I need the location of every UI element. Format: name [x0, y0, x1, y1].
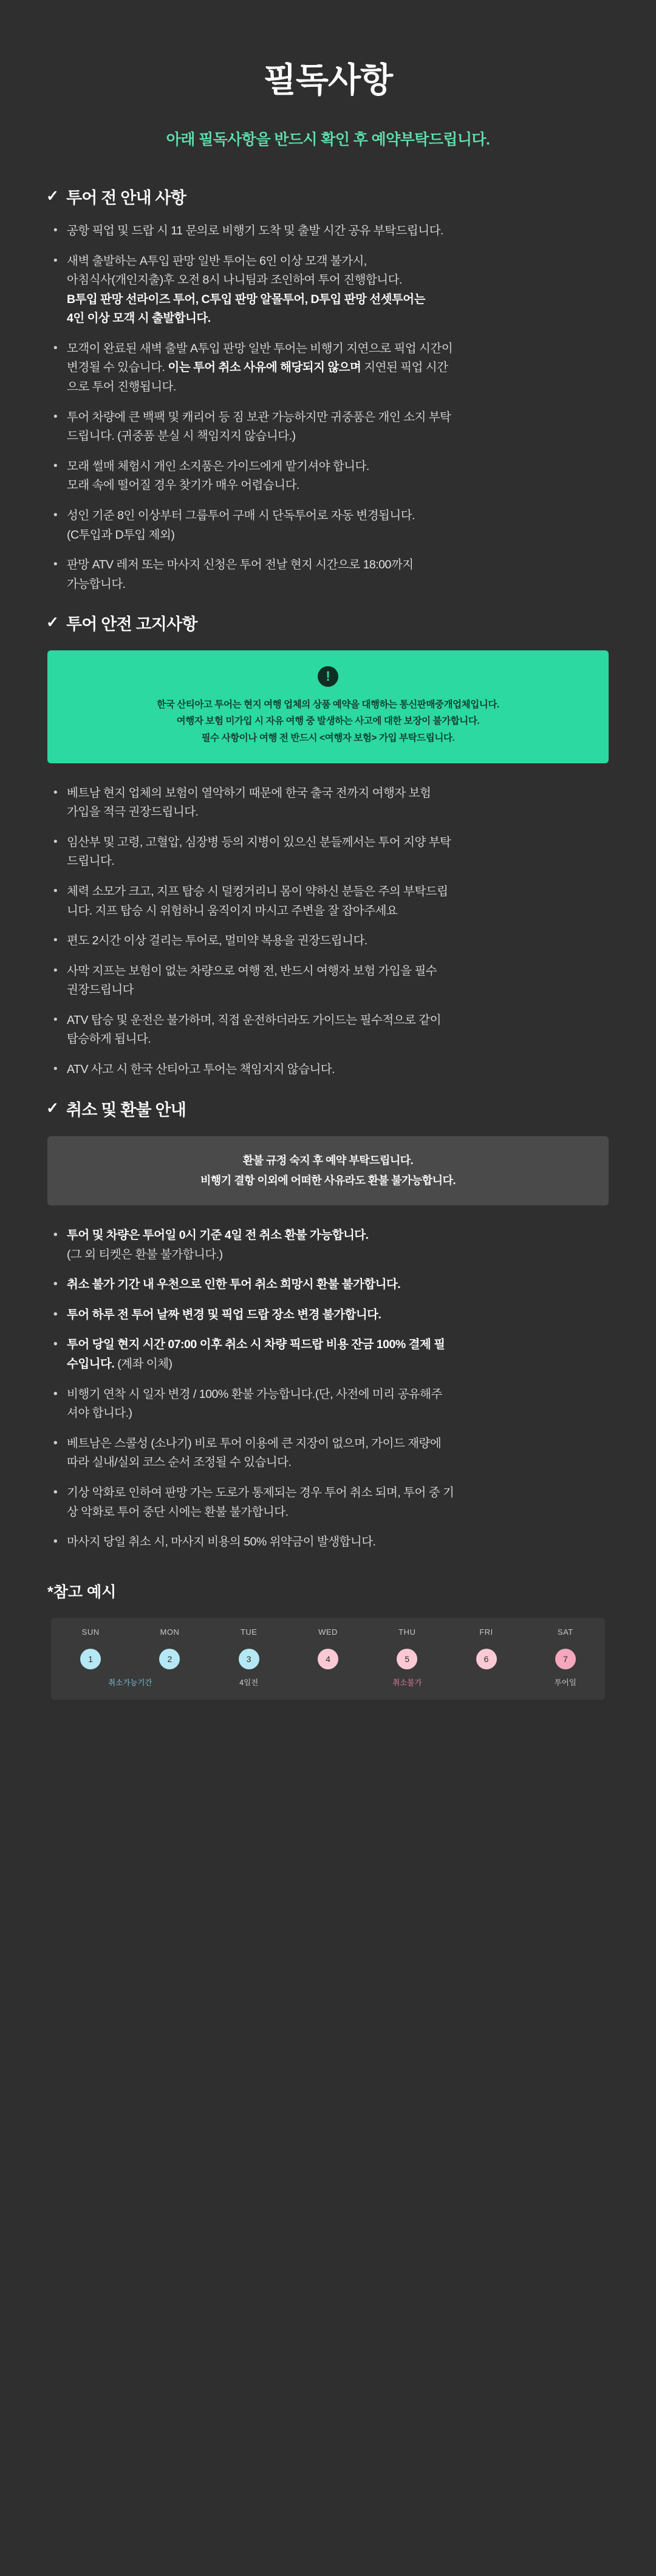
calendar-label-row [51, 1671, 605, 1689]
list-item-text: 따라 실내/실외 코스 순서 조정될 수 있습니다. [67, 1456, 292, 1470]
calendar-weekday: SUN [81, 1627, 100, 1637]
exclamation-icon: ! [318, 666, 338, 687]
list-item-text: 베트남은 스콜성 (소나기) 비로 투어 이용에 큰 지장이 없으며, 가이드 재량에 [67, 1436, 442, 1450]
list-item [51, 962, 613, 1000]
list-item-text: 사막 지프는 보험이 없는 차량으로 여행 전, 반드시 여행자 보험 가입을 필수 [67, 964, 437, 978]
list-item-text: 니다. 지프 탑승 시 위험하니 움직이지 마시고 주변을 잘 잡아주세요 [67, 904, 398, 918]
calendar-day-cell[interactable] [526, 1645, 605, 1671]
list-item [51, 1275, 613, 1295]
list-item [51, 1484, 613, 1522]
list-item-text: 탑승하게 됩니다. [67, 1032, 151, 1046]
list-item [51, 932, 613, 951]
calendar-weekday: MON [160, 1627, 180, 1637]
list-item-text: 이는 투어 취소 사유에 해당되지 않으며 [168, 361, 364, 375]
list-item [51, 408, 613, 446]
list-item [51, 339, 613, 397]
list-item-text: 새벽 출발하는 A투입 판망 일반 투어는 6인 이상 모객 불가시, [67, 254, 367, 268]
calendar-range-label [210, 1671, 289, 1689]
refund-policy-line: 환불 규정 숙지 후 예약 부탁드립니다. [242, 1154, 414, 1167]
list-item-text: 기상 악화로 인하여 판망 가는 도로가 통제되는 경우 투어 취소 되며, 투어 중 기 [67, 1485, 454, 1499]
list-item [51, 222, 613, 241]
list-item [51, 506, 613, 545]
calendar-day-cell[interactable] [130, 1645, 209, 1671]
check-icon: ✓ [46, 1099, 59, 1117]
list-item [51, 1306, 613, 1325]
calendar-day-cell[interactable] [51, 1645, 130, 1671]
list-item-text: 마사지 당일 취소 시, 마사지 비용의 50% 위약금이 발생합니다. [67, 1535, 376, 1549]
notice-text [66, 697, 590, 746]
calendar-weekday: FRI [479, 1627, 493, 1637]
list-item-text: (계좌 이체) [117, 1357, 173, 1371]
calendar-day-cell[interactable] [210, 1645, 289, 1671]
list-item-text: 가능합니다. [67, 577, 126, 591]
section-header [46, 185, 613, 208]
calendar-day-number: 2 [159, 1649, 180, 1669]
calendar-range-label [289, 1671, 526, 1689]
calendar-range-label-text: 투어일 [554, 1678, 576, 1687]
list-item-text: (C투입과 D투입 제외) [67, 528, 175, 542]
page-subtitle: 아래 필독사항을 반드시 확인 후 예약부탁드립니다. [166, 131, 490, 148]
notice-line: 한국 산티아고 투어는 현지 여행 업체의 상품 예약을 대행하는 통신판매중개업체입니다. [157, 700, 499, 710]
list-item-text: 성인 기준 8인 이상부터 그룹투어 구매 시 단독투어로 자동 변경됩니다. [67, 508, 415, 522]
refund-policy-box [47, 1136, 609, 1206]
calendar-range-label-text: 4일전 [239, 1678, 259, 1687]
list-item [51, 252, 613, 329]
example-calendar [51, 1618, 605, 1700]
calendar-table [51, 1618, 605, 1689]
list-item-text: 취소 불가 기간 내 우천으로 인한 투어 취소 희망시 환불 불가합니다. [67, 1278, 401, 1292]
list-item-text: 판망 ATV 레저 또는 마사지 신청은 투어 전날 현지 시간으로 18:00까지 [67, 558, 414, 572]
list-item-text: 모래 속에 떨어질 경우 찾기가 매우 어렵습니다. [67, 479, 299, 492]
list-item-text: 4인 이상 모객 시 출발합니다. [67, 312, 211, 325]
before-tour-list [43, 222, 613, 594]
calendar-day-number: 1 [80, 1649, 101, 1669]
list-item [51, 833, 613, 871]
list-item [51, 1533, 613, 1552]
calendar-day-number: 6 [476, 1649, 497, 1669]
calendar-day-row [51, 1645, 605, 1671]
list-item [51, 784, 613, 822]
notice-line: 여행자 보험 미가입 시 자유 여행 중 발생하는 사고에 대한 보장이 불가합니다. [176, 716, 480, 727]
list-item-text: ATV 사고 시 한국 산티아고 투어는 책임지지 않습니다. [67, 1062, 335, 1076]
calendar-day-cell[interactable] [367, 1645, 446, 1671]
list-item [51, 1434, 613, 1473]
list-item-text: 지연된 픽업 시간 [364, 361, 448, 375]
calendar-day-number: 7 [555, 1649, 576, 1669]
list-item-text: 투어 당일 현지 시간 07:00 이후 취소 시 차량 픽드랍 비용 잔금 100% 결제 필 [67, 1338, 445, 1352]
section-safety [43, 611, 613, 1079]
list-item-text: 베트남 현지 업체의 보험이 열악하기 때문에 한국 출국 전까지 여행자 보험 [67, 786, 431, 800]
list-item-text: (그 외 티켓은 환불 불가합니다.) [67, 1247, 223, 1261]
refund-policy-text [66, 1151, 590, 1191]
list-item-text: 투어 및 차량은 투어일 0시 기준 4일 전 취소 환불 가능합니다. [67, 1228, 369, 1242]
refund-policy-line: 비행기 결항 이외에 어떠한 사유라도 환불 불가능합니다. [200, 1174, 456, 1187]
calendar-weekday: THU [398, 1627, 416, 1637]
check-icon: ✓ [46, 188, 59, 205]
list-item-text: 상 악화로 투어 중단 시에는 환불 불가합니다. [67, 1505, 289, 1519]
page-title: 필독사항 [263, 61, 393, 99]
calendar-weekday: TUE [240, 1627, 258, 1637]
section-before-tour [43, 185, 613, 594]
list-item-text: 투어 하루 전 투어 날짜 변경 및 픽업 드랍 장소 변경 불가합니다. [67, 1307, 381, 1321]
section-header [46, 611, 613, 635]
list-item-text: 임산부 및 고령, 고혈압, 심장병 등의 지병이 있으신 분들께서는 투어 지양 부탁 [67, 835, 451, 849]
check-icon: ✓ [46, 614, 59, 632]
list-item [51, 1011, 613, 1049]
list-item-text: 공항 픽업 및 드랍 시 11 문의로 비행기 도착 및 출발 시간 공유 부탁드립니다. [67, 224, 443, 237]
list-item-text: B투입 판망 선라이즈 투어, C투입 판망 알몰투어, D투입 판망 선셋투어는 [67, 292, 425, 306]
list-item-text: 비행기 연착 시 일자 변경 / 100% 환불 가능합니다.(단, 사전에 미리 공유해주 [67, 1387, 442, 1401]
section-header [46, 1097, 613, 1120]
calendar-day-number: 5 [397, 1649, 417, 1669]
list-item [51, 457, 613, 496]
list-item-text: 모객이 완료된 새벽 출발 A투입 판망 일반 투어는 비행기 지연으로 픽업 시간이 [67, 341, 453, 355]
list-item-text: 셔야 합니다.) [67, 1406, 132, 1420]
list-item [51, 882, 613, 921]
safety-list [43, 784, 613, 1080]
list-item [51, 1226, 613, 1264]
list-item [51, 1335, 613, 1374]
section-title: 취소 및 환불 안내 [66, 1100, 186, 1119]
calendar-weekday: WED [318, 1627, 338, 1637]
list-item-text: 권장드립니다 [67, 983, 134, 997]
calendar-day-cell[interactable] [289, 1645, 367, 1671]
calendar-day-cell[interactable] [446, 1645, 525, 1671]
list-item [51, 1060, 613, 1080]
list-item-text: 가입을 적극 권장드립니다. [67, 805, 199, 819]
calendar-weekday-row [51, 1618, 605, 1645]
calendar-range-label [51, 1671, 210, 1689]
refund-list [43, 1226, 613, 1552]
list-item-text: 모래 썰매 체험시 개인 소지품은 가이드에게 맡기셔야 합니다. [67, 459, 369, 473]
list-item [51, 556, 613, 594]
list-item-text: 체력 소모가 크고, 지프 탑승 시 덜컹거리니 몸이 약하신 분들은 주의 부탁드립 [67, 884, 448, 898]
list-item-text: 아침식사(개인지출)후 오전 8시 나니팀과 조인하여 투어 진행합니다. [67, 273, 402, 287]
calendar-range-label [526, 1671, 605, 1689]
list-item-text: 으로 투어 진행됩니다. [67, 380, 176, 394]
calendar-day-number: 3 [239, 1649, 259, 1669]
section-title: 투어 안전 고지사항 [66, 615, 197, 634]
list-item-text: ATV 탑승 및 운전은 불가하며, 직접 운전하더라도 가이드는 필수적으로 같이 [67, 1013, 441, 1027]
section-title: 투어 전 안내 사항 [66, 189, 186, 207]
notice-line: 필수 사항이나 여행 전 반드시 <여행자 보험> 가입 부탁드립니다. [201, 732, 455, 743]
section-refund [43, 1097, 613, 1552]
list-item-text: 투어 차량에 큰 백팩 및 캐리어 등 짐 보관 가능하지만 귀중품은 개인 소지 부탁 [67, 410, 451, 424]
calendar-weekday: SAT [557, 1627, 573, 1637]
example-title: *참고 예시 [47, 1583, 117, 1601]
calendar-range-label-text: 취소불가 [392, 1678, 422, 1687]
list-item-text: 수입니다. [67, 1357, 118, 1371]
list-item-text: 편도 2시간 이상 걸리는 투어로, 멀미약 복용을 권장드립니다. [67, 934, 367, 948]
list-item-text: 드립니다. (귀중품 분실 시 책임지지 않습니다.) [67, 429, 296, 443]
insurance-notice-box [47, 650, 609, 763]
list-item [51, 1385, 613, 1423]
calendar-day-number: 4 [318, 1649, 338, 1669]
calendar-range-label-text: 취소가능기간 [108, 1678, 152, 1687]
list-item-text: 변경될 수 있습니다. [67, 361, 168, 375]
list-item-text: 드립니다. [67, 854, 115, 868]
